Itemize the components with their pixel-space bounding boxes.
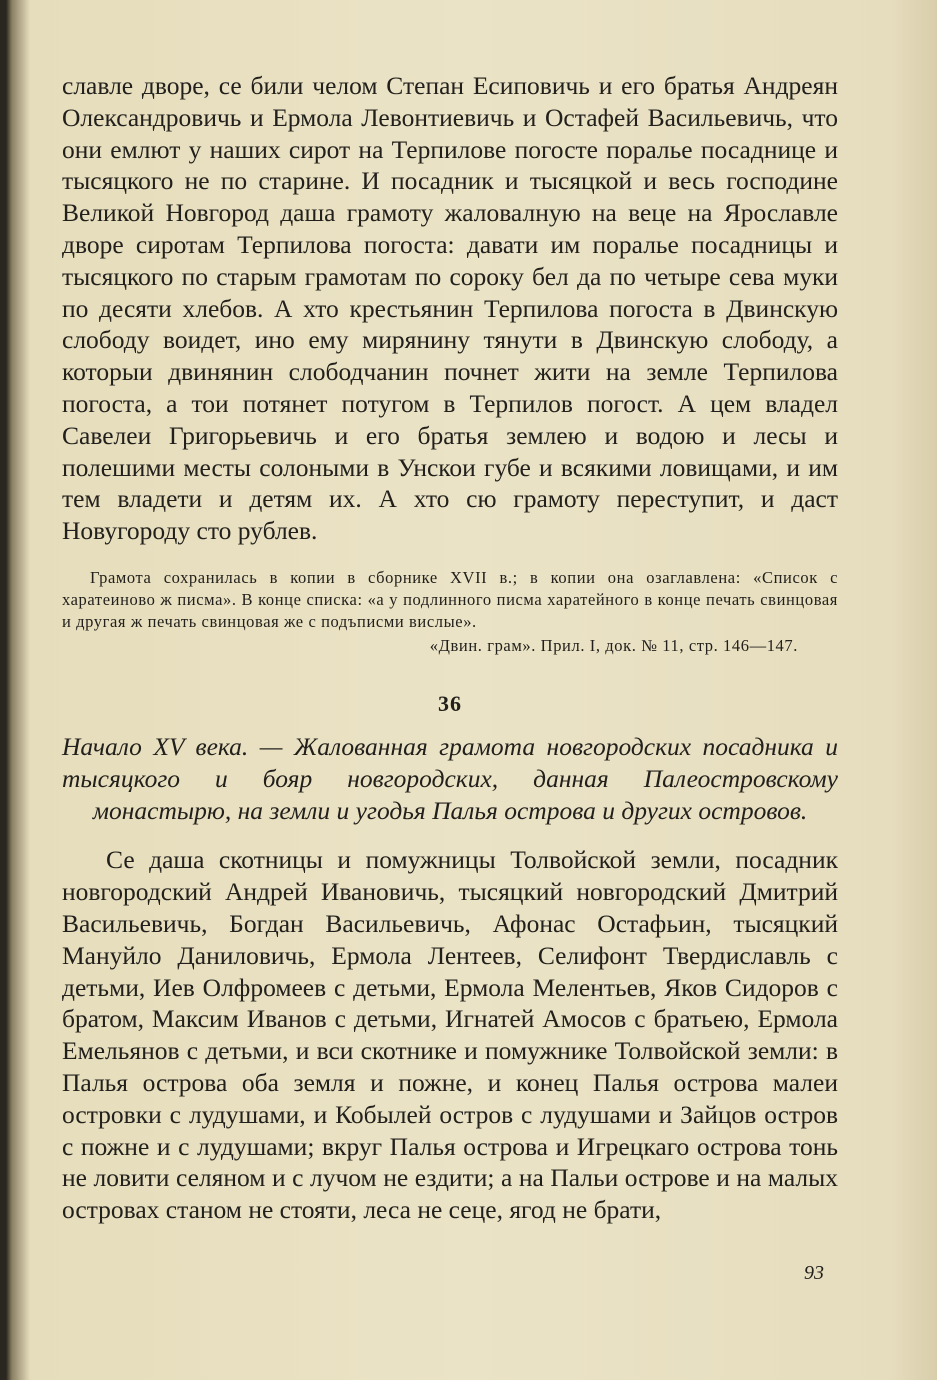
page-number: 93 xyxy=(804,1262,824,1284)
charter-text: Се даша скотницы и помужницы Толвойской земли, посадник новгородский Андрей Ивановичь, тысяцкий новгородский Дмитрий Васильевичь, Богдан Васильевичь, Афонас Остафьин, тысяцкий Мануйло Даниловичь, Ермола Лентеев, Селифонт Твердиславль с детьми, Иев Олфромеев с детьми, Ермола Мелентьев, Яков Сидоров с братом, Максим Иванов с детьми, Игнатей Амосов с братьею, Ермола Емельянов с детьми, и вси скотнике и помужнике Толвойской земли: в Палья острова оба земля и пожне, и конец Палья острова малеи островки с лудушами, и Кобылей остров с лудушами и Зайцов остров с пожне и с лудушами; вкруг Палья острова и Игрецкаго острова тонь не ловити селяном и с лучом не ездити; а на Пальи острове и на малых островах станом не стояти, леса не сеце, ягод не брати, xyxy=(62,845,838,1225)
document-number: 36 xyxy=(438,690,462,716)
document-heading: Начало XV века. — Жалованная грамота новгородских посадника и тысяцкого и бояр новгородских, данная Палеостровскому монастырю, на земли и угодья Палья острова и других островов. xyxy=(62,731,838,825)
text-column xyxy=(62,70,838,1226)
source-citation: «Двин. грам». Прил. I, док. № 11, стр. 146—147. xyxy=(429,635,798,655)
archival-note: Грамота сохранилась в копии в сборнике XVII в.; в копии она озаглавлена: «Список с харатеиново ж писма». В конце списка: «а у подлинного писма харатейного в конце печать свинцовая и другая ж печать свинцовая же с подъписми вислые». xyxy=(62,567,838,631)
continued-charter-text: славле дворе, се били челом Степан Есиповичь и его братья Андреян Олександровичь и Ермола Левонтиевичь и Остафей Васильевичь, что они емлют у наших сирот на Терпилове погосте поралье посаднице и тысяцкого не по старине. И посадник и тысяцкой и весь господине Великой Новгород даша грамоту жаловалную на веце на Ярославле дворе сиротам Терпилова погоста: давати им поралье посадницы и тысяцкого по старым грамотам по сороку бел да по четыре сева муки по десяти хлебов. А хто крестьянин Терпилова погоста в Двинскую слободу воидет, ино ему мирянину тянути в Двинскую слободу, а которыи двинянин слободчанин почнет жити на земле Терпилова погоста, а тои потянет потугом в Терпилов погост. А цем владел Савелеи Григорьевичь и его братья землею и водою и лесы и полешими месты солоными в Унскои губе и всякими ловищами, и им тем владети и детям их. А хто сю грамоту переступит, и даст Новугороду сто рублев. xyxy=(62,71,838,546)
